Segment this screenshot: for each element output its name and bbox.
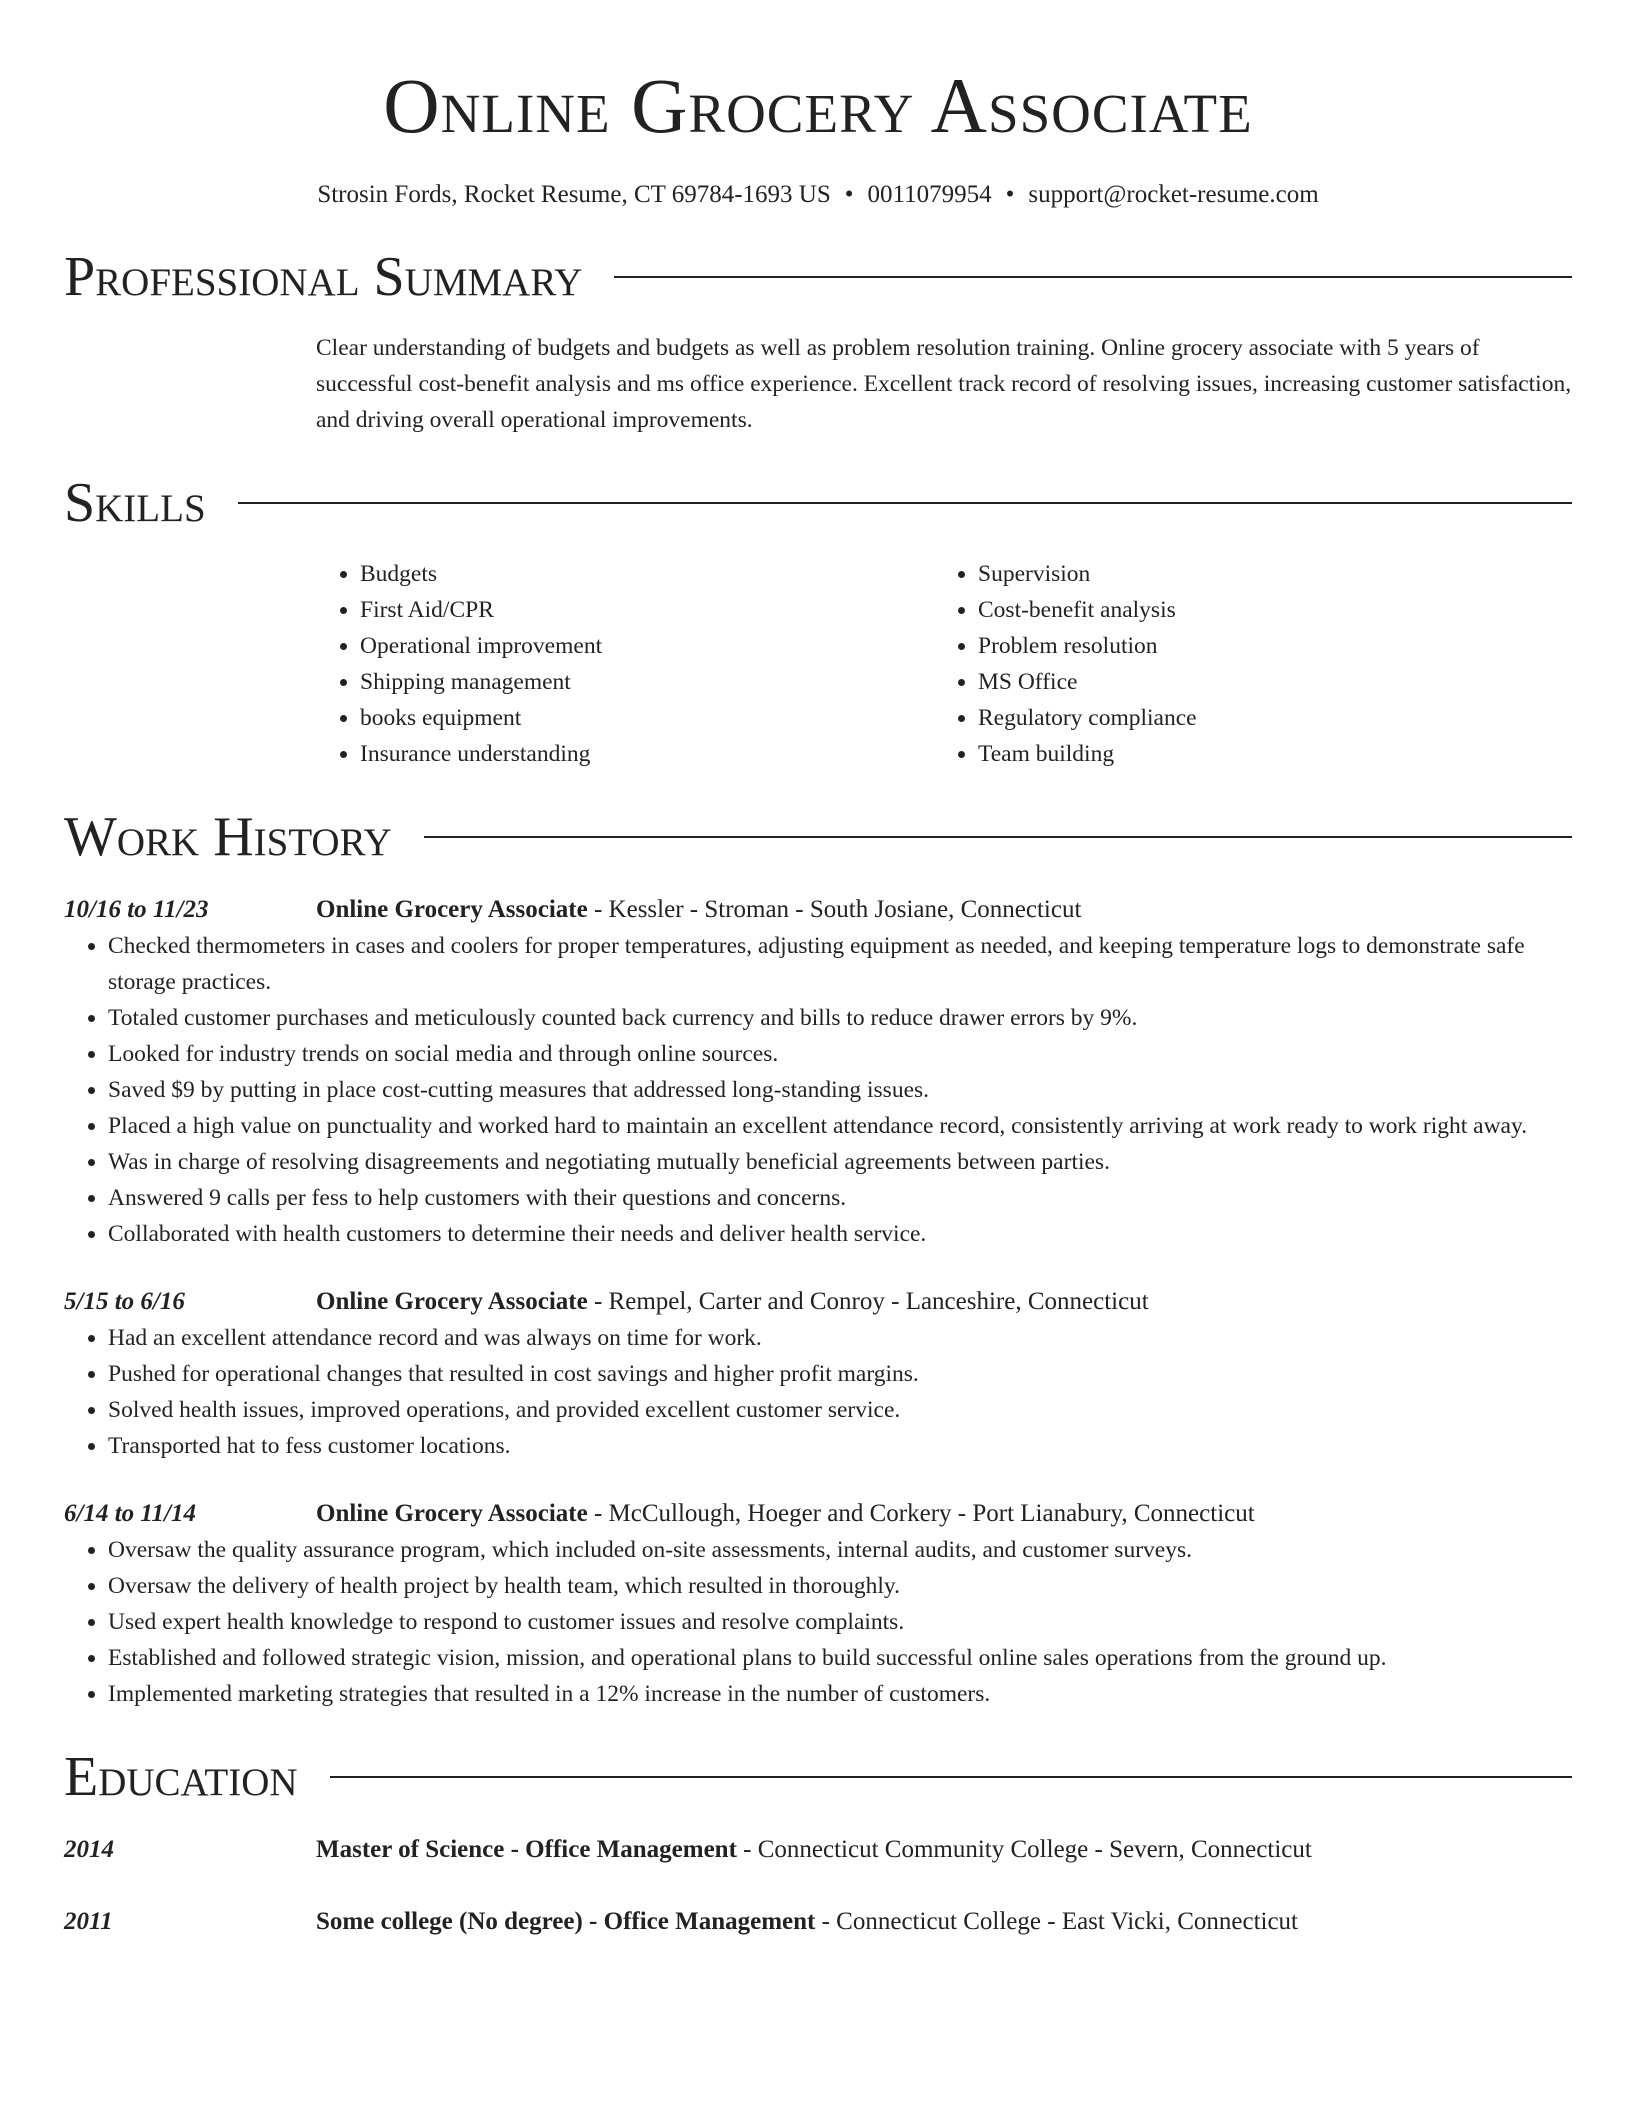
job-bullet: • Used expert health knowledge to respond to customer issues and resolve complaints. bbox=[108, 1604, 1572, 1640]
education-line bbox=[316, 1904, 1298, 1940]
education-degree: Some college (No degree) - Office Management bbox=[316, 1908, 816, 1935]
job-title-line bbox=[316, 892, 1081, 928]
skill-item: • Regulatory compliance bbox=[978, 700, 1552, 736]
education-degree: Master of Science - Office Management bbox=[316, 1836, 737, 1863]
job-bullet: • Answered 9 calls per fess to help customers with their questions and concerns. bbox=[108, 1180, 1572, 1216]
job-bullet: • Looked for industry trends on social media and through online sources. bbox=[108, 1036, 1572, 1072]
skills-column-left bbox=[316, 556, 934, 772]
work-section-header bbox=[64, 802, 1572, 872]
section-divider bbox=[238, 502, 1572, 504]
job-bullets bbox=[64, 928, 1572, 1252]
education-year: 2014 bbox=[64, 1836, 114, 1863]
job-header bbox=[64, 1284, 1572, 1320]
job-title-line bbox=[316, 1284, 1149, 1320]
job-bullet: • Transported hat to fess customer locations. bbox=[108, 1428, 1572, 1464]
skill-item: • MS Office bbox=[978, 664, 1552, 700]
job-employer: - Rempel, Carter and Conroy - Lanceshire, Connecticut bbox=[587, 1288, 1149, 1315]
education-year: 2011 bbox=[64, 1908, 113, 1935]
job-bullet: • Oversaw the quality assurance program, which included on-site assessments, internal audits, and customer surveys. bbox=[108, 1532, 1572, 1568]
skill-item: • Operational improvement bbox=[360, 628, 934, 664]
contact-separator: • bbox=[1005, 181, 1015, 208]
skills-section-header bbox=[64, 468, 1572, 538]
job-bullet: • Saved $9 by putting in place cost-cutting measures that addressed long-standing issues. bbox=[108, 1072, 1572, 1108]
contact-phone: 0011079954 bbox=[867, 181, 992, 208]
job-title-line bbox=[316, 1496, 1255, 1532]
job-bullet: • Placed a high value on punctuality and worked hard to maintain an excellent attendance record, consistently arriving at work ready to work right away. bbox=[108, 1108, 1572, 1144]
section-divider bbox=[614, 276, 1572, 278]
job-bullet: • Pushed for operational changes that resulted in cost savings and higher profit margins. bbox=[108, 1356, 1572, 1392]
education-line bbox=[316, 1832, 1312, 1868]
job-bullet: • Established and followed strategic vision, mission, and operational plans to build successful online sales operations from the ground up. bbox=[108, 1640, 1572, 1676]
summary-section-header bbox=[64, 242, 1572, 312]
job-bullet: • Oversaw the delivery of health project by health team, which resulted in thoroughly. bbox=[108, 1568, 1572, 1604]
education-school: - Connecticut Community College - Severn, Connecticut bbox=[736, 1836, 1312, 1863]
job-bullet: • Totaled customer purchases and meticulously counted back currency and bills to reduce drawer errors by 9%. bbox=[108, 1000, 1572, 1036]
contact-line bbox=[64, 178, 1572, 212]
job-bullets bbox=[64, 1532, 1572, 1712]
section-divider bbox=[330, 1776, 1572, 1778]
education-section-header bbox=[64, 1742, 1572, 1812]
resume-title: Online Grocery Associate bbox=[383, 62, 1253, 149]
job-entry bbox=[64, 1496, 1572, 1712]
job-bullet: • Had an excellent attendance record and was always on time for work. bbox=[108, 1320, 1572, 1356]
job-title: Online Grocery Associate bbox=[316, 896, 588, 923]
job-bullet: • Collaborated with health customers to determine their needs and deliver health service. bbox=[108, 1216, 1572, 1252]
contact-separator: • bbox=[844, 181, 854, 208]
skill-item: • Problem resolution bbox=[978, 628, 1552, 664]
job-title: Online Grocery Associate bbox=[316, 1288, 588, 1315]
resume-page bbox=[64, 0, 1572, 1940]
job-bullet: • Solved health issues, improved operations, and provided excellent customer service. bbox=[108, 1392, 1572, 1428]
contact-address: Strosin Fords, Rocket Resume, CT 69784-1693 US bbox=[317, 181, 831, 208]
job-bullet: • Checked thermometers in cases and coolers for proper temperatures, adjusting equipment as needed, and keeping temperature logs to demonstrate safe storage practices. bbox=[108, 928, 1572, 1000]
contact-email: support@rocket-resume.com bbox=[1028, 181, 1319, 208]
skill-item: • First Aid/CPR bbox=[360, 592, 934, 628]
education-entry bbox=[64, 1832, 1572, 1868]
skill-item: • Budgets bbox=[360, 556, 934, 592]
skill-item: • books equipment bbox=[360, 700, 934, 736]
job-dates: 5/15 to 6/16 bbox=[64, 1288, 185, 1315]
job-employer: - Kessler - Stroman - South Josiane, Connecticut bbox=[587, 896, 1082, 923]
job-dates: 6/14 to 11/14 bbox=[64, 1500, 196, 1527]
summary-text: Clear understanding of budgets and budgets as well as problem resolution training. Online grocery associate with 5 years of successful cost-benefit analysis and ms office experience. Excellent track record of resolving issues, increasing customer satisfaction, and driving overall operational improvements. bbox=[316, 335, 1572, 433]
job-employer: - McCullough, Hoeger and Corkery - Port Lianabury, Connecticut bbox=[587, 1500, 1255, 1527]
skill-item: • Team building bbox=[978, 736, 1552, 772]
skill-item: • Supervision bbox=[978, 556, 1552, 592]
summary-heading: Professional Summary bbox=[64, 246, 583, 308]
section-divider bbox=[424, 836, 1572, 838]
job-header bbox=[64, 892, 1572, 928]
work-heading: Work History bbox=[64, 806, 392, 868]
skill-item: • Cost-benefit analysis bbox=[978, 592, 1552, 628]
job-bullet: • Implemented marketing strategies that resulted in a 12% increase in the number of customers. bbox=[108, 1676, 1572, 1712]
job-entry bbox=[64, 892, 1572, 1252]
education-heading: Education bbox=[64, 1746, 298, 1808]
job-title: Online Grocery Associate bbox=[316, 1500, 588, 1527]
education-school: - Connecticut College - East Vicki, Connecticut bbox=[815, 1908, 1299, 1935]
skills-list bbox=[316, 556, 1572, 772]
skills-column-right bbox=[934, 556, 1552, 772]
job-bullet: • Was in charge of resolving disagreements and negotiating mutually beneficial agreements between parties. bbox=[108, 1144, 1572, 1180]
skill-item: • Insurance understanding bbox=[360, 736, 934, 772]
skills-heading: Skills bbox=[64, 472, 206, 534]
skill-item: • Shipping management bbox=[360, 664, 934, 700]
education-entry bbox=[64, 1904, 1572, 1940]
job-entry bbox=[64, 1284, 1572, 1464]
job-header bbox=[64, 1496, 1572, 1532]
job-bullets bbox=[64, 1320, 1572, 1464]
job-dates: 10/16 to 11/23 bbox=[64, 896, 209, 923]
